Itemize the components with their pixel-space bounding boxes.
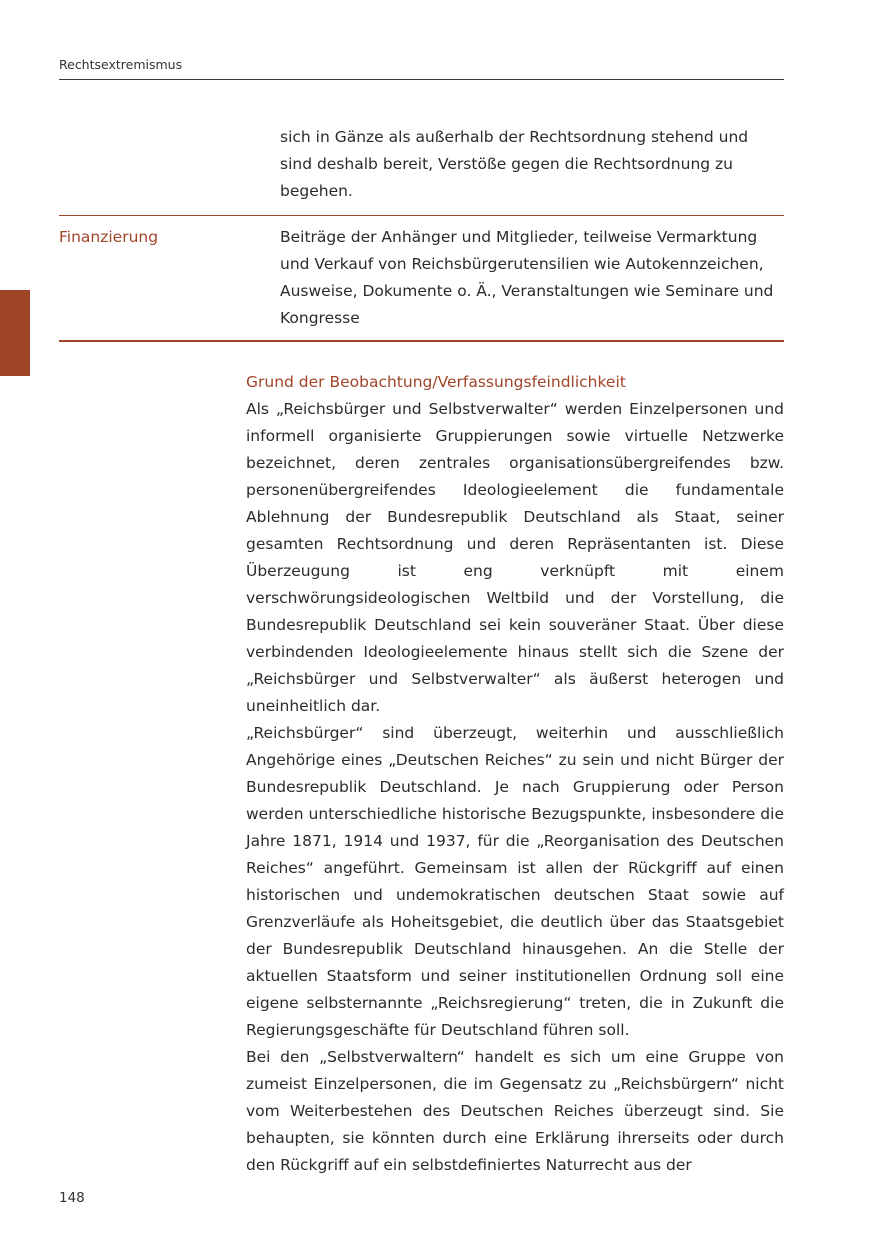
- body-paragraph: Als „Reichsbürger und Selbstverwalter“ werden Einzelpersonen und informell organisierte Gruppierungen sowie virtuelle Netzwerke bezeichnet, deren zentrales organisationsübergreifendes bzw. personenübergreifendes Ideologieelement die fundamentale Ablehnung der Bundesrepublik Deutschland als Staat, seiner gesamten Rechtsordnung und deren Repräsentanten ist. Diese Überzeugung ist eng verknüpft mit einem verschwörungsideologischen Weltbild und der Vorstellung, die Bundesrepublik Deutschland sei kein souveräner Staat. Über diese verbindenden Ideologieelemente hinaus stellt sich die Szene der „Reichsbürger und Selbstverwalter“ als äußerst heterogen und uneinheitlich dar.: [246, 400, 784, 715]
- page-number: 148: [59, 1190, 85, 1206]
- body-paragraph: „Reichsbürger“ sind überzeugt, weiterhin und ausschließlich Angehörige eines „Deutschen Reiches“ zu sein und nicht Bürger der Bundesrepublik Deutschland. Je nach Gruppierung oder Person werden unterschiedliche historische Bezugspunkte, insbesondere die Jahre 1871, 1914 und 1937, für die „Reorganisation des Deutschen Reiches“ angeführt. Gemeinsam ist allen der Rückgriff auf einen historischen und undemokratischen deutschen Staat sowie auf Grenzverläufe als Hoheitsgebiet, die deutlich über das Staatsgebiet der Bundesrepublik Deutschland hinausgehen. An die Stelle der aktuellen Staatsform und seiner institutionellen Ordnung soll eine eigene selbsternannte „Reichsregierung“ treten, die in Zukunft die Regierungsgeschäfte für Deutschland führen soll.: [246, 724, 784, 1039]
- header-rule: [59, 79, 784, 80]
- table-row: [59, 124, 784, 216]
- row-text: sich in Gänze als außerhalb der Rechtsordnung stehend und sind deshalb bereit, Verstöße gegen die Rechtsordnung zu begehen.: [280, 128, 749, 200]
- profile-table: [59, 124, 784, 342]
- row-text-financing: Beiträge der Anhänger und Mitglieder, teilweise Vermarktung und Verkauf von Reichsbürgerutensilien wie Autokennzeichen, Ausweise, Dokumente o. Ä., Veranstaltungen wie Seminare und Kongresse: [280, 228, 774, 327]
- observation-section: [246, 369, 784, 1179]
- chapter-tab-marker: [0, 290, 30, 376]
- section-heading: Grund der Beobachtung/Verfassungsfeindlichkeit: [246, 373, 626, 391]
- row-label-financing: Finanzierung: [59, 228, 159, 246]
- table-row-financing: [59, 216, 784, 342]
- body-paragraph: Bei den „Selbstverwaltern“ handelt es sich um eine Gruppe von zumeist Einzelpersonen, die im Gegensatz zu „Reichsbürgern“ nicht vom Weiterbestehen des Deutschen Reiches überzeugt sind. Sie behaupten, sie könnten durch eine Erklärung ihrerseits oder durch den Rückgriff auf ein selbstdefiniertes Naturrecht aus der: [246, 1048, 784, 1174]
- running-header: Rechtsextremismus: [59, 57, 183, 72]
